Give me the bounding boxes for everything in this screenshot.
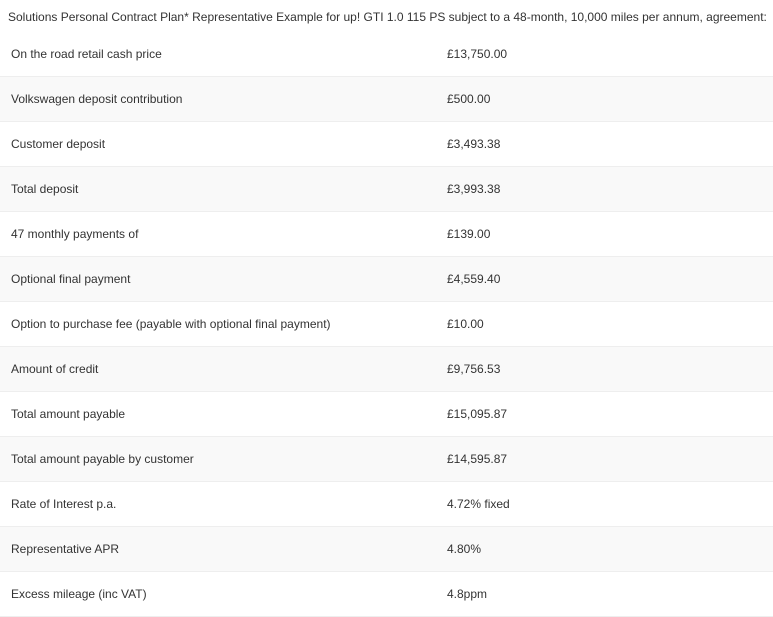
row-value: 4.80% — [447, 542, 482, 556]
row-label: Amount of credit — [11, 362, 99, 376]
table-row — [0, 392, 773, 437]
table-row — [0, 482, 773, 527]
row-label: Total amount payable — [11, 407, 126, 421]
table-row — [0, 527, 773, 572]
row-value: £4,559.40 — [447, 272, 501, 286]
table-row — [0, 212, 773, 257]
row-label: Option to purchase fee (payable with optional final payment) — [11, 317, 331, 331]
row-value: £10.00 — [447, 317, 484, 331]
row-value: £9,756.53 — [447, 362, 501, 376]
row-label: Customer deposit — [11, 137, 106, 151]
table-row — [0, 32, 773, 77]
row-label: 47 monthly payments of — [11, 227, 139, 241]
row-label: Excess mileage (inc VAT) — [11, 587, 147, 601]
row-label: Rate of Interest p.a. — [11, 497, 117, 511]
row-value: £3,993.38 — [447, 182, 501, 196]
table-row — [0, 122, 773, 167]
representative-example-heading: Solutions Personal Contract Plan* Representative Example for up! GTI 1.0 115 PS subject to a 48-month, 10,000 miles per annum, agreement: — [8, 10, 767, 24]
row-label: Representative APR — [11, 542, 120, 556]
table-row — [0, 257, 773, 302]
table-row — [0, 437, 773, 482]
row-label: On the road retail cash price — [11, 47, 162, 61]
table-row — [0, 347, 773, 392]
row-value: £3,493.38 — [447, 137, 501, 151]
row-label: Optional final payment — [11, 272, 131, 286]
row-value: £14,595.87 — [447, 452, 508, 466]
row-value: £139.00 — [447, 227, 491, 241]
table-row — [0, 302, 773, 347]
row-value: 4.8ppm — [447, 587, 488, 601]
row-label: Volkswagen deposit contribution — [11, 92, 183, 106]
table-row — [0, 77, 773, 122]
finance-table — [0, 32, 773, 617]
row-value: 4.72% fixed — [447, 497, 510, 511]
row-value: £500.00 — [447, 92, 491, 106]
row-label: Total deposit — [11, 182, 79, 196]
row-label: Total amount payable by customer — [11, 452, 194, 466]
table-row — [0, 167, 773, 212]
row-value: £13,750.00 — [447, 47, 508, 61]
table-row — [0, 572, 773, 617]
row-value: £15,095.87 — [447, 407, 508, 421]
